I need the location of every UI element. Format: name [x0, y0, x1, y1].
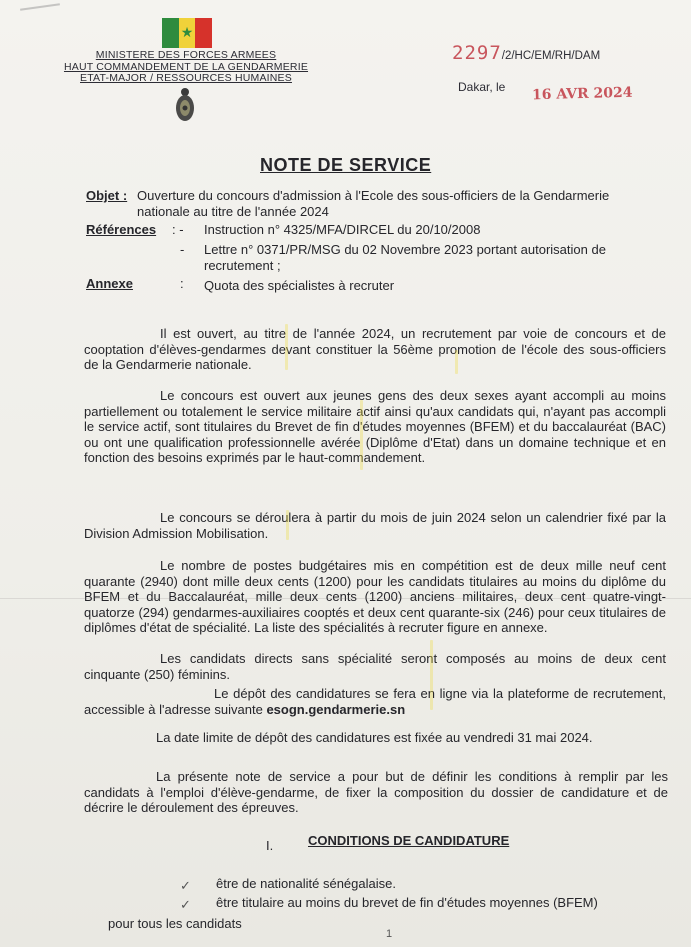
date-stamp: 16 AVR 2024	[531, 84, 633, 104]
highlight-mark	[430, 640, 433, 710]
paragraph-1: Il est ouvert, au titre de l'année 2024, un recrutement par voie de concours et de cooptation d'élèves-gendarmes devant constituer la 56ème promotion de l'école des sous-officiers de la Gendarmerie nationale.	[84, 326, 666, 373]
highlight-mark	[455, 350, 458, 374]
ministry-line-1: MINISTERE DES FORCES ARMEES	[95, 49, 277, 61]
highlight-mark	[285, 324, 288, 370]
paper-crease	[0, 598, 691, 599]
condition-1: être de nationalité sénégalaise.	[216, 876, 396, 891]
ministry-header	[62, 50, 310, 85]
reference-suffix: /2/HC/EM/RH/DAM	[501, 50, 601, 62]
paragraph-6	[84, 686, 666, 717]
highlight-mark	[360, 400, 363, 470]
check-icon: ✓	[180, 878, 191, 893]
section-title: CONDITIONS DE CANDIDATURE	[308, 833, 510, 848]
senegal-flag-icon: ★	[162, 18, 212, 48]
reference-item-1: Instruction n° 4325/MFA/DIRCEL du 20/10/2008	[204, 222, 481, 237]
annexe-separator: :	[180, 276, 184, 291]
check-icon: ✓	[180, 897, 191, 912]
document-title: NOTE DE SERVICE	[260, 155, 432, 175]
paragraph-3: Le concours se déroulera à partir du mois de juin 2024 selon un calendrier fixé par la Division Admission Mobilisation.	[84, 510, 666, 541]
objet-line-2: nationale au titre de l'année 2024	[137, 204, 329, 219]
annexe-label: Annexe	[86, 276, 133, 291]
gendarmerie-emblem-icon	[174, 86, 196, 124]
recruitment-platform-link[interactable]: esogn.gendarmerie.sn	[266, 701, 406, 717]
objet-line-1: Ouverture du concours d'admission à l'Ecole des sous-officiers de la Gendarmerie	[137, 188, 610, 203]
reference-number: 2297	[452, 42, 502, 64]
references-label: Références	[86, 222, 157, 237]
reference-item-2-line-2: recrutement ;	[204, 258, 281, 273]
paragraph-6-text: Le dépôt des candidatures se fera en ligne via la plateforme de recrutement, accessible à l'adresse suivante	[84, 686, 666, 717]
objet-label: Objet :	[86, 188, 128, 203]
place-label: Dakar, le	[458, 80, 506, 94]
reference-line	[452, 42, 600, 64]
pen-mark	[20, 3, 60, 11]
paragraph-2: Le concours est ouvert aux jeunes gens des deux sexes ayant accompli au moins partiellement ou totalement le service militaire actif ainsi qu'aux candidats qui, n'ayant pas accompli le service actif, sont titulaires du Brevet de fin d'études moyennes (BFEM) et du baccalauréat (BAC) ou ont une qualification professionnelle avérée (Diplôme d'Etat) dans un domaine technique et en fonction des besoins exprimés par le haut-commandement.	[84, 388, 666, 466]
paragraph-5: Les candidats directs sans spécialité seront composés au moins de deux cent cinquante (250) féminins.	[84, 651, 666, 682]
highlight-mark	[286, 510, 289, 540]
section-number: I.	[266, 838, 274, 853]
paragraph-4: Le nombre de postes budgétaires mis en compétition est de deux mille neuf cent quarante (2940) dont mille deux cents (1200) pour les candidats titulaires au moins du diplôme du BFEM et du Baccalauréat, mille deux cents (1200) anciens militaires, deux cent quatre-vingt-quatorze (294) gendarmes-auxiliaires cooptés et deux cent quarante-six (246) pour ceux titulaires de diplômes d'état de spécialité. La liste des spécialités à recruter figure en annexe.	[84, 558, 666, 636]
ministry-line-2: HAUT COMMANDEMENT DE LA GENDARMERIE	[63, 60, 309, 73]
paragraph-7: La date limite de dépôt des candidatures est fixée au vendredi 31 mai 2024.	[156, 730, 593, 745]
page-number: 1	[386, 928, 393, 940]
annexe-text: Quota des spécialistes à recruter	[204, 278, 395, 293]
references-separator: : -	[172, 222, 184, 237]
reference-item-2-line-1: Lettre n° 0371/PR/MSG du 02 Novembre 2023 portant autorisation de	[204, 242, 606, 257]
ministry-line-3: ETAT-MAJOR / RESSOURCES HUMAINES	[80, 72, 292, 84]
reference-dash-2: -	[180, 242, 185, 257]
condition-2-continued: pour tous les candidats	[108, 916, 242, 931]
paragraph-8: La présente note de service a pour but de définir les conditions à remplir par les candidats à l'emploi d'élève-gendarme, de fixer la composition du dossier de candidature et de décrire le déroulement des épreuves.	[84, 769, 668, 816]
condition-2: être titulaire au moins du brevet de fin d'études moyennes (BFEM)	[216, 895, 598, 910]
